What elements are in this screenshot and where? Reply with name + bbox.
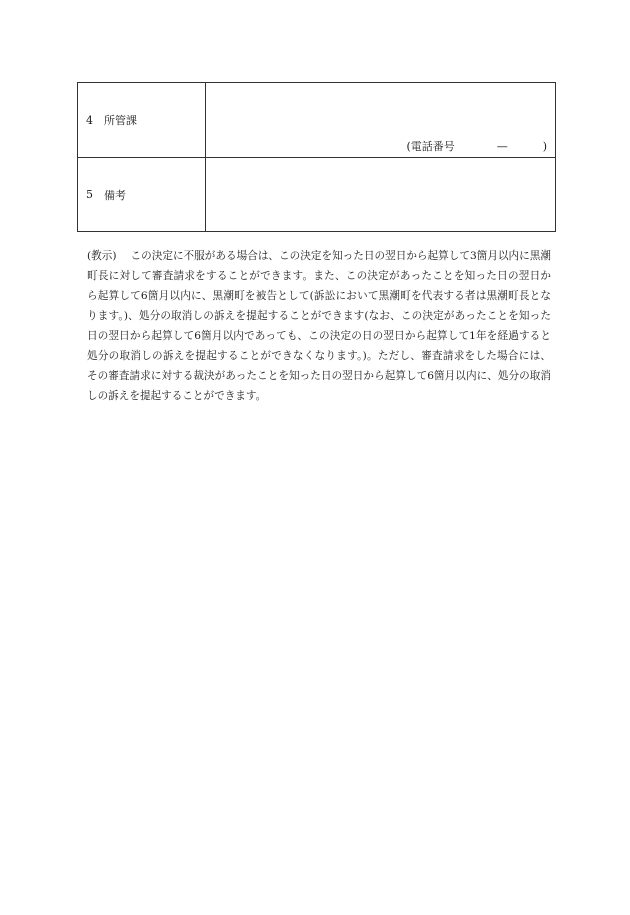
- item-number: 5: [86, 188, 93, 201]
- appeal-notice: [87, 246, 551, 406]
- phone-label: (電話番号: [406, 140, 455, 153]
- label-cell-remarks: [78, 158, 206, 232]
- item-label: 所管課: [104, 114, 137, 127]
- notice-text: この決定に不服がある場合は、この決定を知った日の翌日から起算して3箇月以内に黒潮町長に対して審査請求をすることができます。また、この決定があったことを知った日の翌日から起算して6箇月以内に、黒潮町を被告として(訴訟において黒潮町を代表する者は黒潮町長となります。)、処分の取消しの訴えを提起することができます(なお、この決定があったことを知った日の翌日から起算して6箇月以内であっても、この決定の日の翌日から起算して1年を経過すると処分の取消しの訴えを提起することができなくなります。)。ただし、審査請求をした場合には、その審査請求に対する裁決があったことを知った日の翌日から起算して6箇月以内に、処分の取消しの訴えを提起することができます。: [87, 250, 551, 402]
- value-cell-responsible-section: [206, 83, 556, 158]
- label-cell-responsible-section: [78, 83, 206, 158]
- item-label: 備考: [104, 188, 126, 202]
- row-remarks: [78, 158, 556, 232]
- row-responsible-section: [78, 83, 556, 158]
- phone-dash: —: [496, 140, 508, 153]
- phone-close: ): [542, 140, 547, 153]
- value-cell-remarks: [206, 158, 556, 232]
- form-table: [77, 82, 556, 232]
- notice-label: (教示): [87, 250, 117, 262]
- item-number: 4: [86, 113, 93, 127]
- phone-number-line: [406, 138, 547, 154]
